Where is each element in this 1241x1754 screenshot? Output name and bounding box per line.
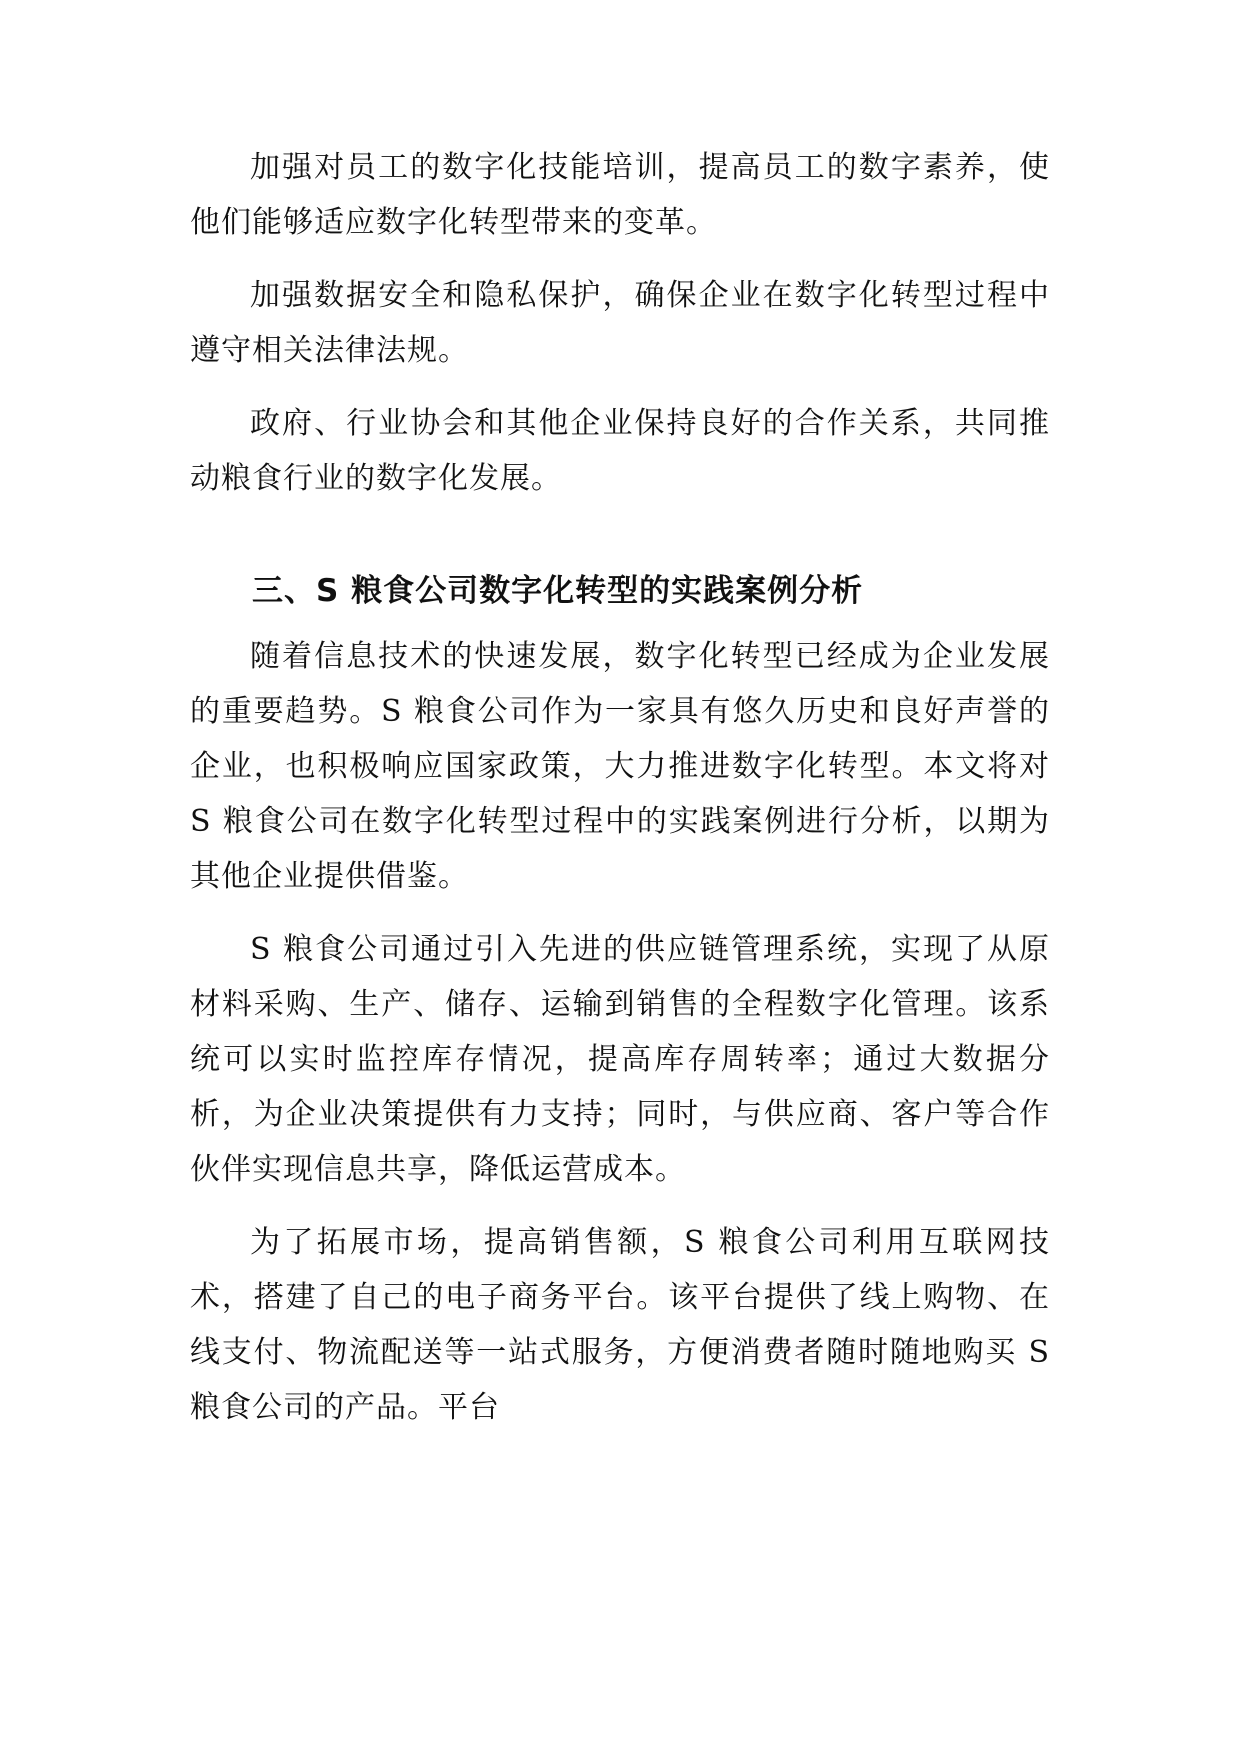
paragraph-supply-chain: S 粮食公司通过引入先进的供应链管理系统，实现了从原材料采购、生产、储存、运输到销售的全程数字化管理。该系统可以实时监控库存情况，提高库存周转率；通过大数据分析，为企业决策提供有力支持；同时，与供应商、客户等合作伙伴实现信息共享，降低运营成本。 xyxy=(190,932,1050,1187)
document-body xyxy=(190,140,1050,1453)
paragraph-cooperation: 政府、行业协会和其他企业保持良好的合作关系，共同推动粮食行业的数字化发展。 xyxy=(190,406,1050,496)
paragraph-data-security: 加强数据安全和隐私保护，确保企业在数字化转型过程中遵守相关法律法规。 xyxy=(190,278,1050,368)
paragraph-ecommerce: 为了拓展市场，提高销售额，S 粮食公司利用互联网技术，搭建了自己的电子商务平台。该平台提供了线上购物、在线支付、物流配送等一站式服务，方便消费者随时随地购买 S 粮食公司的产品。平台 xyxy=(190,1225,1050,1425)
paragraph-employee-training: 加强对员工的数字化技能培训，提高员工的数字素养，使他们能够适应数字化转型带来的变革。 xyxy=(190,150,1050,240)
section-heading: 三、S 粮食公司数字化转型的实践案例分析 xyxy=(252,573,864,609)
paragraph-intro: 随着信息技术的快速发展，数字化转型已经成为企业发展的重要趋势。S 粮食公司作为一家具有悠久历史和良好声誉的企业，也积极响应国家政策，大力推进数字化转型。本文将对 S 粮食公司在数字化转型过程中的实践案例进行分析，以期为其他企业提供借鉴。 xyxy=(190,639,1050,894)
